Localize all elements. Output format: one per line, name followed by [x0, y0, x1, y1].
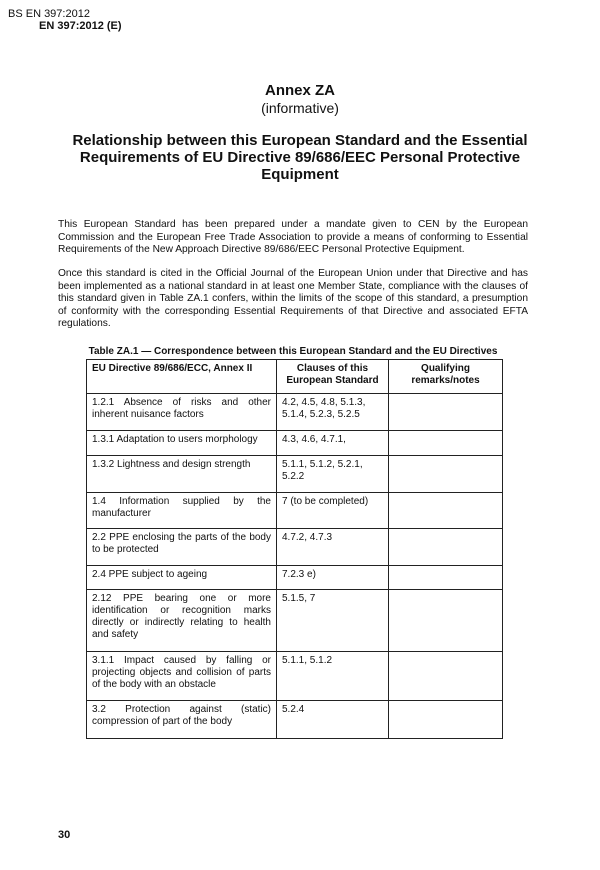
annex-title: Annex ZA — [264, 82, 335, 99]
requirement-cell: 3.1.1 Impact caused by falling or projecting objects and collision of parts of the body with an obstacle — [87, 652, 277, 701]
remarks-cell — [389, 590, 503, 652]
header-standard-en: EN 397:2012 (E) — [39, 20, 122, 32]
conformity-paragraph: Once this standard is cited in the Official Journal of the European Union under that Directive and has been implemented as a national standard in at least one Member State, compliance with the clauses of this standard given in Table ZA.1 confers, within the limits of the scope of this standard, a presumption of conformity with the corresponding Essential Requirements of that Directive and associated EFTA regulations. — [58, 268, 528, 329]
table-caption: Table ZA.1 — Correspondence between this European Standard and the EU Directives — [88, 346, 498, 357]
clauses-cell: 5.1.1, 5.1.2, 5.2.1, 5.2.2 — [277, 456, 389, 493]
table-header-row — [87, 360, 503, 394]
remarks-cell — [389, 493, 503, 529]
correspondence-table — [86, 359, 503, 739]
requirement-cell: 1.2.1 Absence of risks and other inherent nuisance factors — [87, 394, 277, 431]
clauses-cell: 5.1.5, 7 — [277, 590, 389, 652]
clauses-cell: 5.2.4 — [277, 701, 389, 739]
clauses-cell: 7.2.3 e) — [277, 566, 389, 590]
requirement-cell: 2.12 PPE bearing one or more identification or recognition marks directly or indirectly relating to health and safety — [87, 590, 277, 652]
requirement-cell: 2.4 PPE subject to ageing — [87, 566, 277, 590]
clauses-cell: 4.7.2, 4.7.3 — [277, 529, 389, 566]
requirement-cell: 1.3.1 Adaptation to users morphology — [87, 431, 277, 456]
requirement-cell: 2.2 PPE enclosing the parts of the body to be protected — [87, 529, 277, 566]
remarks-cell — [389, 456, 503, 493]
clauses-cell: 4.3, 4.6, 4.7.1, — [277, 431, 389, 456]
page-number: 30 — [58, 829, 71, 841]
table-row — [87, 652, 503, 701]
header-remarks: Qualifying remarks/notes — [389, 360, 503, 394]
remarks-cell — [389, 394, 503, 431]
requirement-cell: 3.2 Protection against (static) compression of part of the body — [87, 701, 277, 739]
header-directive: EU Directive 89/686/ECC, Annex II — [87, 360, 277, 394]
table-row — [87, 431, 503, 456]
header-standard-bs: BS EN 397:2012 — [8, 8, 90, 20]
remarks-cell — [389, 652, 503, 701]
intro-paragraph: This European Standard has been prepared under a mandate given to CEN by the European Commission and the European Free Trade Association to provide a means of conforming to Essential Requirements of the New Approach Directive 89/686/EEC Personal Protective Equipment. — [58, 219, 528, 255]
clauses-cell: 7 (to be completed) — [277, 493, 389, 529]
table-row — [87, 456, 503, 493]
requirement-cell: 1.4 Information supplied by the manufacturer — [87, 493, 277, 529]
clauses-cell: 5.1.1, 5.1.2 — [277, 652, 389, 701]
remarks-cell — [389, 431, 503, 456]
requirement-cell: 1.3.2 Lightness and design strength — [87, 456, 277, 493]
table-row — [87, 701, 503, 739]
table-row — [87, 493, 503, 529]
table-row — [87, 566, 503, 590]
header-clauses: Clauses of this European Standard — [277, 360, 389, 394]
clauses-cell: 4.2, 4.5, 4.8, 5.1.3, 5.1.4, 5.2.3, 5.2.5 — [277, 394, 389, 431]
table-row — [87, 590, 503, 652]
remarks-cell — [389, 701, 503, 739]
remarks-cell — [389, 566, 503, 590]
remarks-cell — [389, 529, 503, 566]
table-row — [87, 394, 503, 431]
table-row — [87, 529, 503, 566]
annex-subtitle: (informative) — [261, 100, 339, 116]
page-title: Relationship between this European Standard and the Essential Requirements of EU Directive 89/686/EEC Personal Protective Equipment — [72, 132, 528, 183]
